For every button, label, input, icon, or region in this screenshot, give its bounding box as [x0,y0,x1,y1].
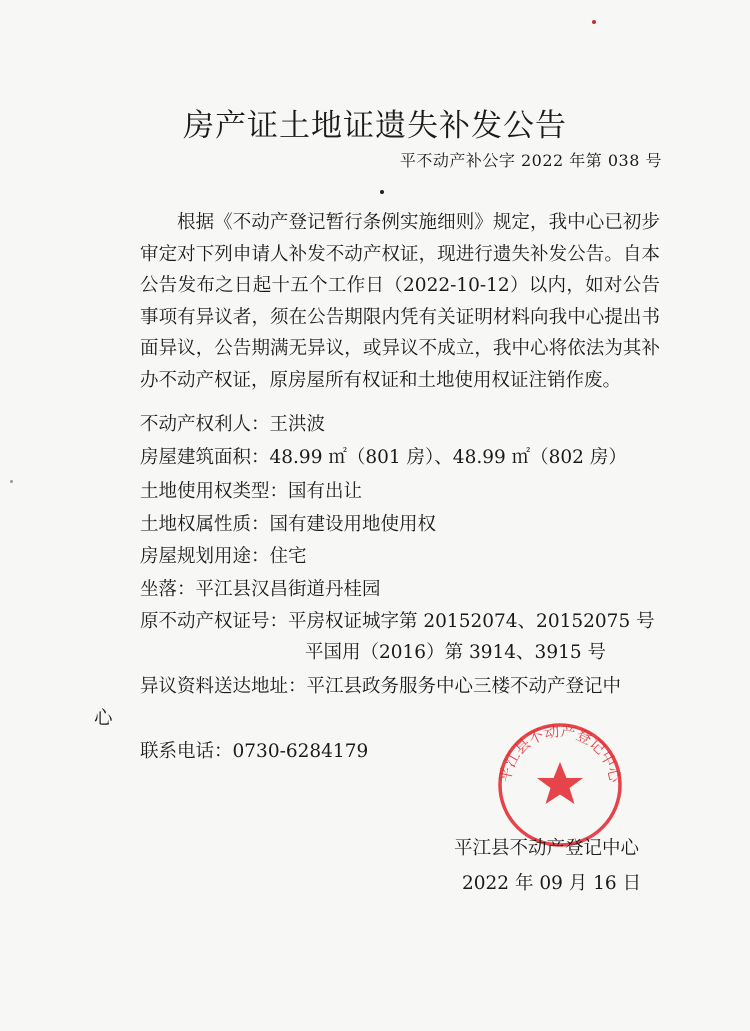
seal-star-icon [537,762,583,804]
issuing-organization: 平江县不动产登记中心 [454,838,640,859]
land-type-row [140,477,362,503]
address-value: 平江县政务服务中心三楼不动产登记中 [306,676,622,697]
issue-date: 2022 年 09 月 16 日 [462,873,642,894]
address-label: 异议资料送达地址： [140,676,307,697]
phone-label: 联系电话： [140,741,233,762]
address-value-continued: 心 [94,708,113,729]
cert-value-2: 平国用（2016）第 3914、3915 号 [305,642,607,663]
notice-title: 房产证土地证遗失补发公告 [183,108,567,144]
red-speck [592,20,596,24]
area-row [140,443,627,469]
usage-row [140,542,307,568]
cert-label: 原不动产权证号： [140,611,289,632]
area-label: 房屋建筑面积： [140,447,270,468]
land-nature-value: 国有建设用地使用权 [269,514,437,535]
location-label: 坐落： [140,579,196,600]
cert-row [140,607,655,633]
land-type-value: 国有出让 [288,481,363,502]
cert-value-1: 平房权证城字第 20152074、20152075 号 [288,611,655,632]
land-nature-row [140,510,436,536]
seal-text: 平江县不动产登记中心 [495,722,625,784]
land-nature-label: 土地权属性质： [140,514,270,535]
area-value: 48.99 ㎡（801 房）、48.99 ㎡（802 房） [269,447,627,468]
owner-row [140,410,325,436]
location-value: 平江县汉昌街道丹桂园 [195,579,381,600]
owner-value: 王洪波 [269,414,326,435]
usage-value: 住宅 [269,546,307,567]
phone-row [140,737,368,763]
usage-label: 房屋规划用途： [140,546,270,567]
official-seal [495,720,625,850]
ink-dot [380,190,384,194]
land-type-label: 土地使用权类型： [140,481,289,502]
address-row [140,672,621,698]
phone-value: 0730-6284179 [232,741,369,762]
document-number: 平不动产补公字 2022 年第 038 号 [399,151,662,170]
location-row [140,575,381,601]
owner-label: 不动产权利人： [140,414,270,435]
notice-body: 根据《不动产登记暂行条例实施细则》规定，我中心已初步审定对下列申请人补发不动产权证，现进行遗失补发公告。自本公告发布之日起十五个工作日（2022-10-12）以内，如对公告事项有异议者，须在公告期限内凭有关证明材料向我中心提出书面异议，公告期满无异议，或异议不成立，我中心将依法为其补办不动产权证，原房屋所有权证和土地使用权证注销作废。 [140,212,660,391]
gray-speck [10,480,13,483]
